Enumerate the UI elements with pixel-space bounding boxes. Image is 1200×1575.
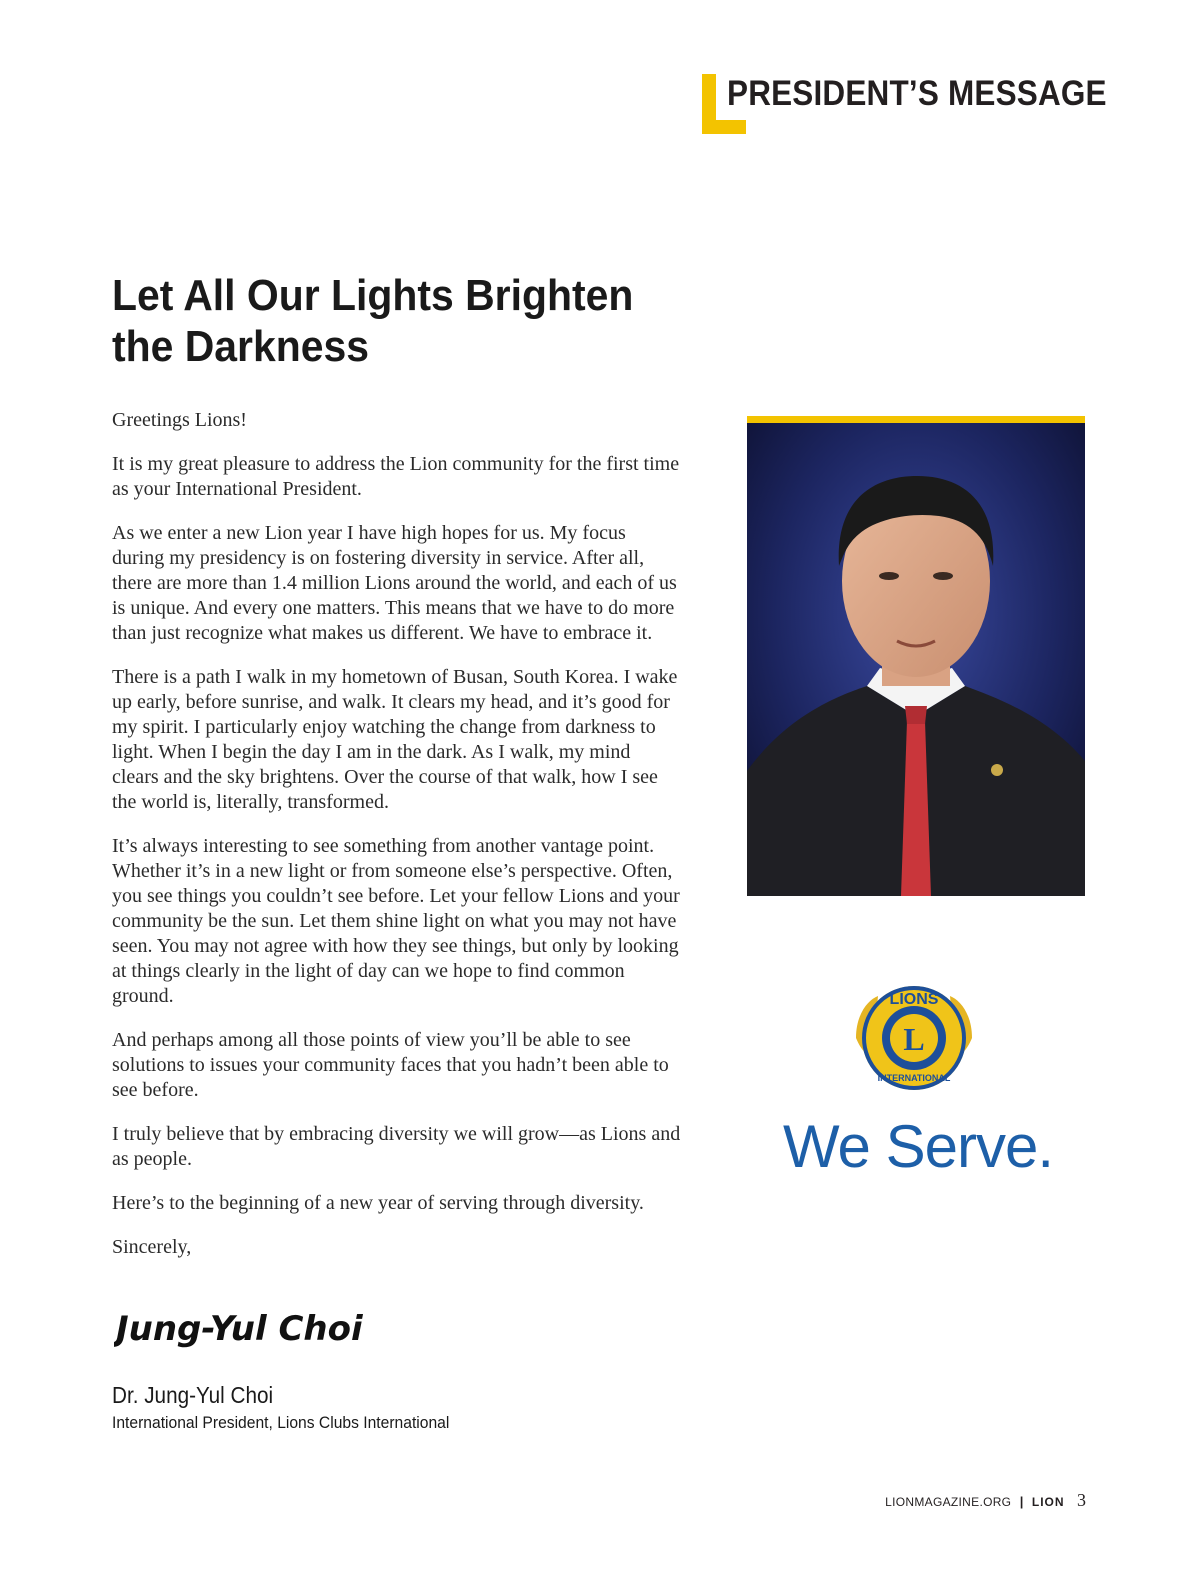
body-paragraph: There is a path I walk in my hometown of Busan, South Korea. I wake up early, before sunrise, and walk. It clears my head, and it’s good for my spirit. I particularly enjoy watching the change from darkness to light. When I begin the day I am in the dark. As I walk, my mind clears and the sky brightens. Over the course of that walk, how I see the world is, literally, transformed. — [112, 666, 678, 813]
section-tag — [702, 72, 1107, 134]
page-footer — [885, 1490, 1086, 1511]
signer-name: Dr. Jung-Yul Choi — [112, 1382, 274, 1408]
footer-site-link[interactable]: LIONMAGAZINE.ORG — [885, 1495, 1012, 1509]
body-paragraph: Greetings Lions! — [112, 409, 247, 431]
footer-magazine-name: LION — [1031, 1495, 1065, 1509]
body-paragraph: I truly believe that by embracing diversity we will grow—as Lions and as people. — [112, 1123, 681, 1170]
body-paragraph: As we enter a new Lion year I have high hopes for us. My focus during my presidency is on fostering diversity in service. After all, there are more than 1.4 million Lions around the world, and each of us is unique. And every one matters. This means that we have to do more than just recognize what makes us different. We have to embrace it. — [112, 522, 677, 644]
section-tag-foot — [702, 120, 746, 134]
tagline: We Serve. — [783, 1113, 1053, 1180]
president-portrait — [747, 416, 1085, 896]
body-paragraph: It is my great pleasure to address the Lion community for the first time as your International President. — [112, 453, 680, 500]
body-paragraph: It’s always interesting to see something from another vantage point. Whether it’s in a new light or from someone else’s perspective. Often, you see things you couldn’t see before. Let your fellow Lions and your community be the sun. Let them shine light on what you may not have seen. You may not agree with how they see things, but only by looking at things clearly in the light of day can we hope to find common ground. — [112, 835, 680, 1007]
logo-center-letter: L — [903, 1021, 925, 1057]
page-number: 3 — [1077, 1490, 1086, 1510]
article-body — [112, 408, 682, 1279]
body-paragraph: And perhaps among all those points of view you’ll be able to see solutions to issues your community faces that you hadn’t been able to see before. — [112, 1029, 669, 1101]
section-label: PRESIDENT’S MESSAGE — [727, 74, 1107, 113]
lions-logo — [850, 980, 978, 1098]
logo-bottom-text: INTERNATIONAL — [877, 1073, 951, 1083]
article-title — [112, 270, 670, 372]
signer-title: International President, Lions Clubs International — [112, 1413, 450, 1432]
handwritten-signature — [114, 1304, 474, 1354]
logo-top-text: LIONS — [889, 991, 939, 1008]
body-paragraph: Sincerely, — [112, 1236, 192, 1258]
article-title-line-2: the Darkness — [112, 322, 370, 371]
article-title-line-1: Let All Our Lights Brighten — [112, 271, 634, 320]
footer-separator: | — [1019, 1494, 1024, 1509]
body-paragraph: Here’s to the beginning of a new year of serving through diversity. — [112, 1192, 644, 1214]
signature-text: Jung-Yul Choi — [116, 1309, 363, 1349]
